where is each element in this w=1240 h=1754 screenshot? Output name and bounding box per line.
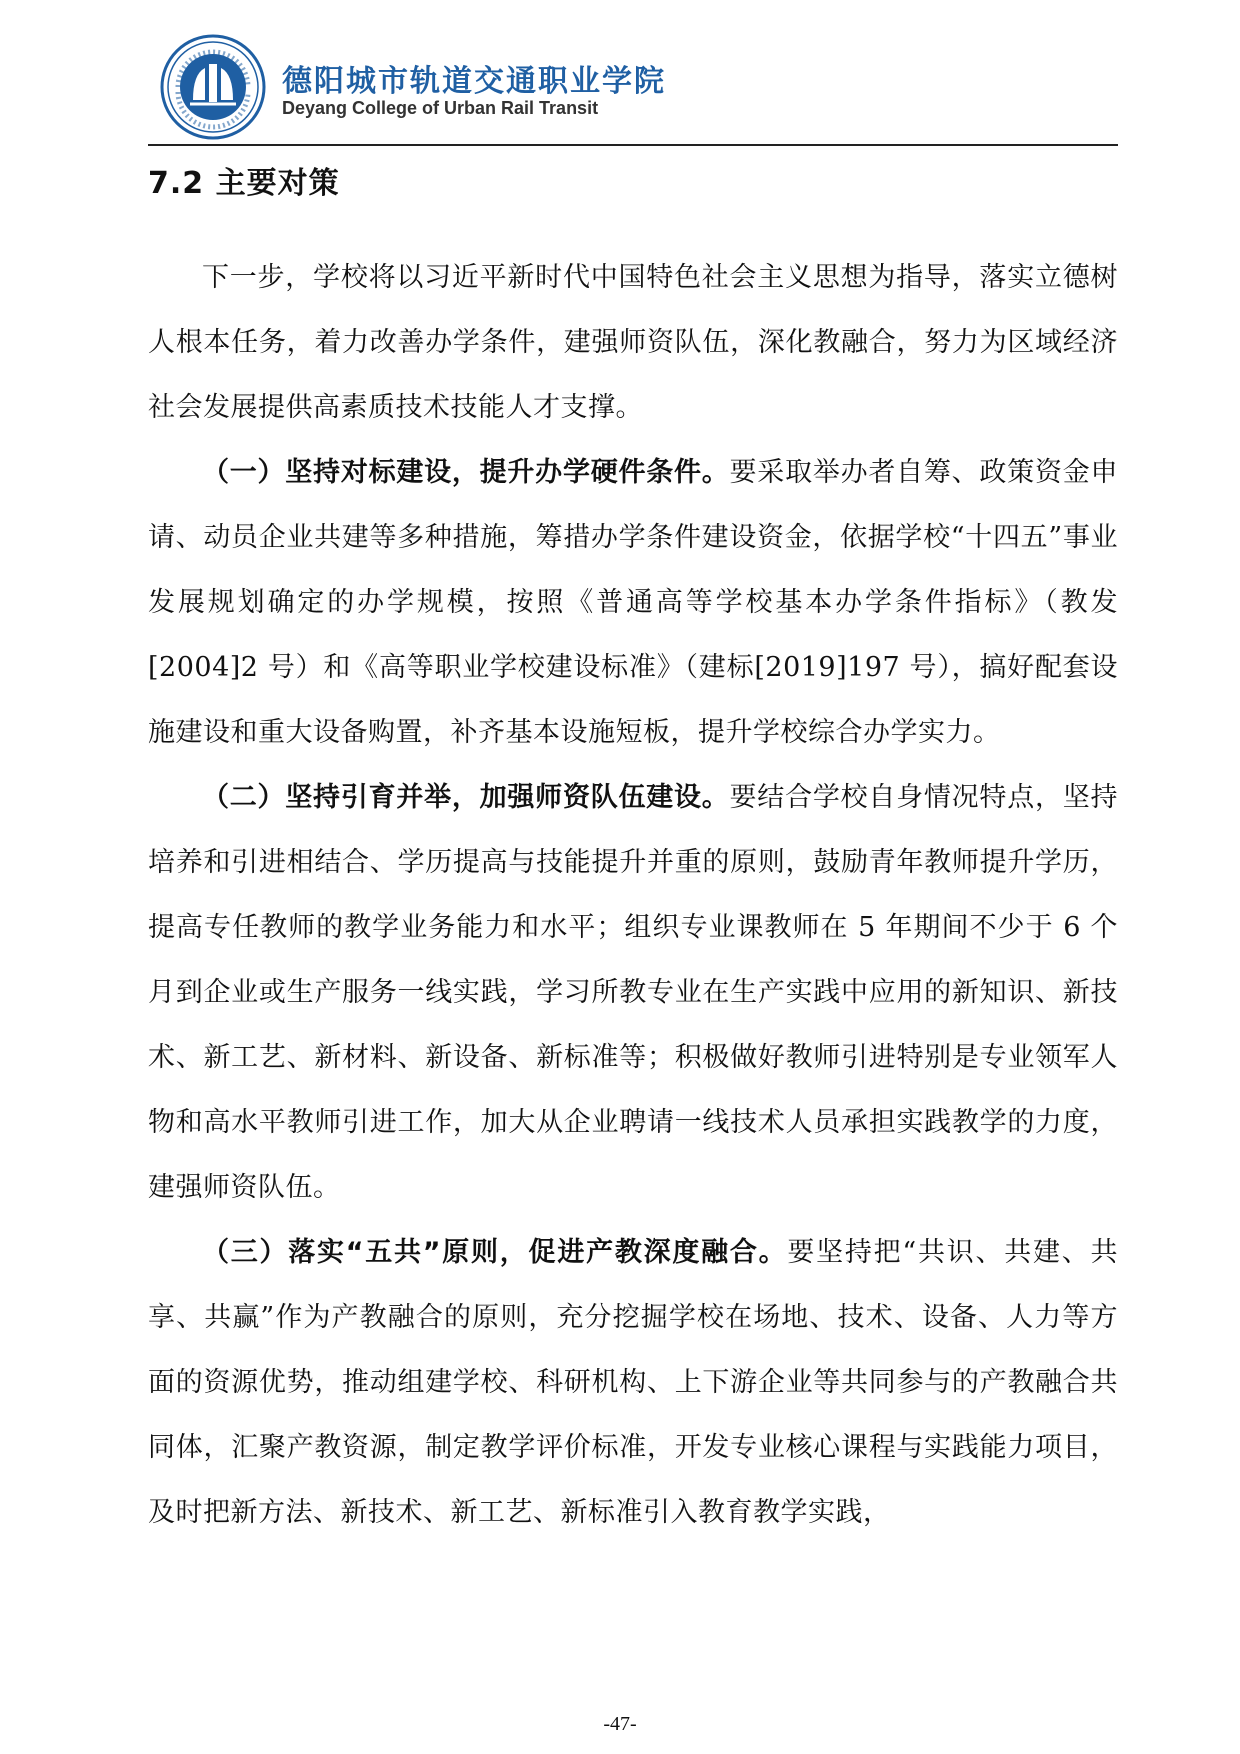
page-header — [148, 28, 1118, 146]
paragraph-3 — [148, 1220, 1118, 1545]
paragraph-body: 要结合学校自身情况特点，坚持培养和引进相结合、学历提高与技能提升并重的原则，鼓励青年教师提升学历，提高专任教师的教学业务能力和水平；组织专业课教师在 5 年期间不少于 6 个月到企业或生产服务一线实践，学习所教专业在生产实践中应用的新知识、新技术、新工艺、新材料、新设备、新标准等；积极做好教师引进特别是专业领军人物和高水平教师引进工作，加大从企业聘请一线技术人员承担实践教学的力度，建强师资队伍。 — [148, 782, 1118, 1203]
paragraph-lead: （二）坚持引育并举，加强师资队伍建设。 — [202, 782, 730, 813]
body-text — [148, 245, 1118, 1545]
paragraph-lead: （一）坚持对标建设，提升办学硬件条件。 — [202, 457, 730, 488]
header-divider — [148, 144, 1118, 146]
paragraph-2 — [148, 765, 1118, 1220]
school-logo — [160, 34, 266, 140]
paragraph-lead: （三）落实“五共”原则，促进产教深度融合。 — [202, 1237, 788, 1268]
paragraph-body: 要采取举办者自筹、政策资金申请、动员企业共建等多种措施，筹措办学条件建设资金，依据学校“十四五”事业发展规划确定的办学规模，按照《普通高等学校基本办学条件指标》（教发[2004]2 号）和《高等职业学校建设标准》（建标[2019]197 号），搞好配套设施建设和重大设备购置，补齐基本设施短板，提升学校综合办学实力。 — [148, 457, 1118, 748]
school-name-en: Deyang College of Urban Rail Transit — [282, 98, 599, 118]
section-title: 7.2 主要对策 — [148, 166, 340, 201]
paragraph-1 — [148, 440, 1118, 765]
school-logo-icon — [160, 34, 266, 140]
paragraph-body: 要坚持把“共识、共建、共享、共赢”作为产教融合的原则，充分挖掘学校在场地、技术、设备、人力等方面的资源优势，推动组建学校、科研机构、上下游企业等共同参与的产教融合共同体，汇聚产教资源，制定教学评价标准，开发专业核心课程与实践能力项目，及时把新方法、新技术、新工艺、新标准引入教育教学实践， — [148, 1237, 1118, 1528]
page-number: -47- — [603, 1713, 637, 1735]
paragraph-body: 下一步，学校将以习近平新时代中国特色社会主义思想为指导，落实立德树人根本任务，着力改善办学条件，建强师资队伍，深化教融合，努力为区域经济社会发展提供高素质技术技能人才支撑。 — [148, 262, 1118, 423]
school-name-cn: 德阳城市轨道交通职业学院 — [282, 64, 666, 99]
paragraph-intro — [148, 245, 1118, 440]
